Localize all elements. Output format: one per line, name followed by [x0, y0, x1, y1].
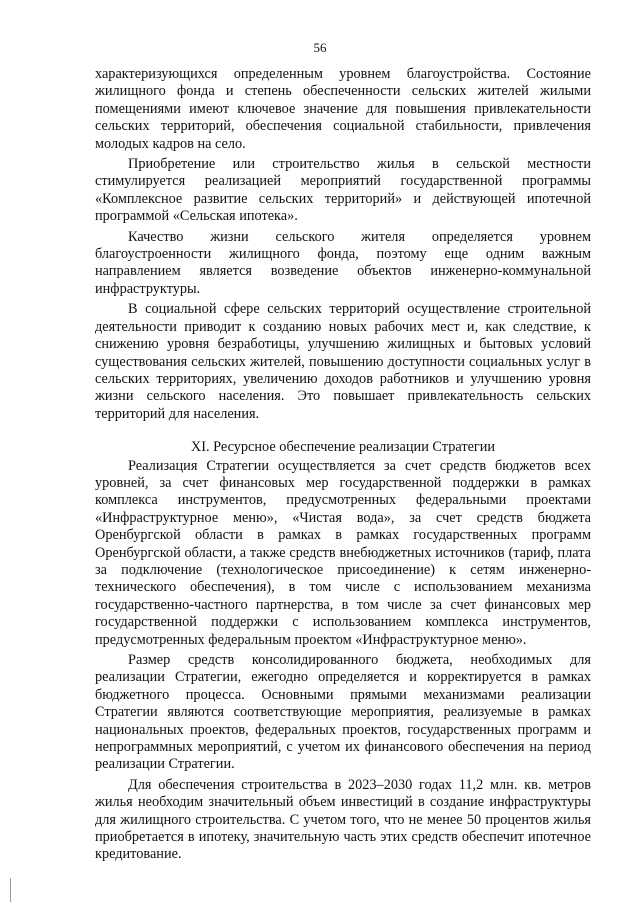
paragraph-housing-condition: характеризующихся определенным уровнем благоустройства. Состояние жилищного фонда и степень обеспеченности сельских жителей жилыми помещениями имеют ключевое значение для повышения привлекательности сельских территорий, обеспечения социальной стабильности, привлечения молодых кадров на село.: [95, 66, 591, 152]
document-body: [95, 66, 591, 867]
scan-margin-mark: [10, 878, 11, 902]
paragraph-budget-size: Размер средств консолидированного бюджета, необходимых для реализации Стратегии, ежегодно определяется и корректируется в рамках бюджетного процесса. Основными прямыми механизмами реализации Стратегии являются соответствующие мероприятия, реализуемые в рамках национальных проектов, федеральных проектов, государственных программ и непрограммных мероприятий, с учетом их финансового обеспечения на период реализации Стратегии.: [95, 652, 591, 773]
paragraph-construction-investment: Для обеспечения строительства в 2023–2030 годах 11,2 млн. кв. метров жилья необходим значительный объем инвестиций в создание инфраструктуры для жилищного строительства. С учетом того, что не менее 50 процентов жилья приобретается в ипотеку, значительную часть этих средств обеспечит ипотечное кредитование.: [95, 776, 591, 863]
paragraph-social-sphere: В социальной сфере сельских территорий осуществление строительной деятельности приводит к созданию новых рабочих мест и, как следствие, к снижению уровня безработицы, улучшению жилищных и бытовых условий существования сельских жителей, повышению доступности социальных услуг в сельских территориях, увеличению доходов работников и улучшению уровня жизни сельского населения. Это повышает привлекательность сельских территорий для населения.: [95, 301, 591, 422]
paragraph-housing-programs: Приобретение или строительство жилья в сельской местности стимулируется реализацией мероприятий государственной программы «Комплексное развитие сельских территорий» и действующей ипотечной программой «Сельская ипотека».: [95, 156, 591, 225]
section-title: XI. Ресурсное обеспечение реализации Стратегии: [190, 439, 496, 456]
page-number: 56: [313, 40, 327, 55]
paragraph-life-quality: Качество жизни сельского жителя определяется уровнем благоустроенности жилищного фонда, поэтому еще одним важным направлением является возведение объектов инженерно-коммунальной инфраструктуры.: [95, 228, 591, 297]
paragraph-funding-sources: Реализация Стратегии осуществляется за счет средств бюджетов всех уровней, за счет финансовых мер государственной поддержки в рамках комплекса инструментов, предусмотренных федеральными проектами «Инфраструктурное меню», «Чистая вода», за счет средств бюджета Оренбургской области в рамках в рамках государственных программ Оренбургской области, а также средств внебюджетных источников (тариф, плата за подключение (технологическое присоединение) к сетям инженерно-технического обеспечения), в том числе с использованием механизма государственно-частного партнерства, в том числе за счет финансовых мер государственной поддержки с использованием комплекса инструментов, предусмотренных федеральным проектом «Инфраструктурное меню».: [95, 457, 591, 648]
